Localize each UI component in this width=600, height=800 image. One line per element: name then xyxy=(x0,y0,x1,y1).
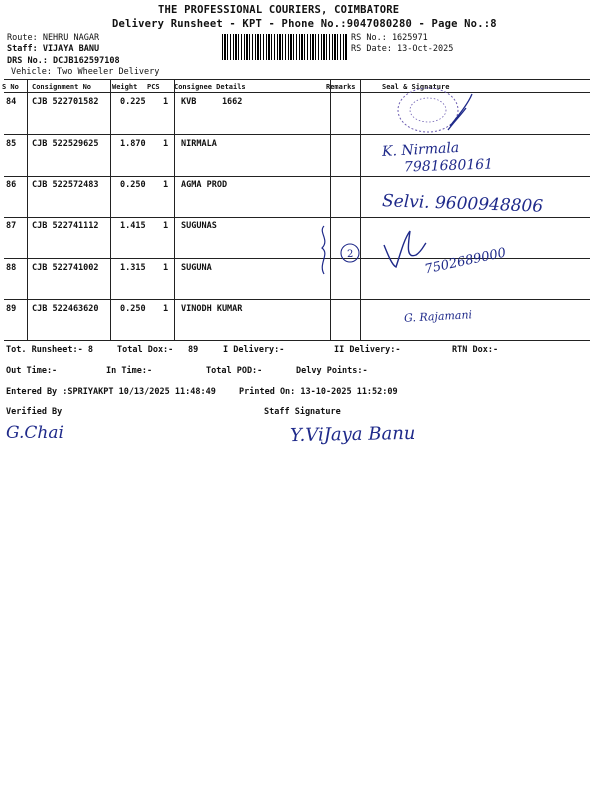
col-header-remarks: Remarks xyxy=(326,83,356,91)
col-header-consignee: Consignee Details xyxy=(174,83,246,91)
row-consignment: CJB 522741002 xyxy=(32,263,99,273)
staff-handwritten-signature: Y.ViJaya Banu xyxy=(289,422,416,447)
row-consignment: CJB 522463620 xyxy=(32,304,99,314)
vehicle-label: Vehicle: Two Wheeler Delivery xyxy=(11,67,160,77)
tot-runsheet: Tot. Runsheet:- 8 xyxy=(6,345,93,355)
col-header-weight: Weight xyxy=(112,83,138,91)
row-weight: 0.250 xyxy=(120,180,146,190)
row-weight: 0.225 xyxy=(120,97,146,107)
row-weight: 1.315 xyxy=(120,263,146,273)
row-sno: 86 xyxy=(6,180,17,190)
row-sno: 88 xyxy=(6,263,17,273)
handwritten-row86: Selvi. 9600948806 xyxy=(381,191,544,217)
row-weight: 0.250 xyxy=(120,304,146,314)
total-dox-label: Total Dox:- xyxy=(117,345,174,355)
handwritten-phone-row85: 7981680161 xyxy=(403,156,494,176)
barcode xyxy=(222,34,348,60)
out-time: Out Time:- xyxy=(6,366,58,376)
row-consignee: KVB 1662 xyxy=(181,97,243,107)
row-consignment: CJB 522701582 xyxy=(32,97,99,107)
staff-signature-label: Staff Signature xyxy=(264,407,341,417)
total-dox-value: 89 xyxy=(188,345,199,355)
row-consignee: SUGUNA xyxy=(181,263,212,273)
row-pcs: 1 xyxy=(163,263,169,273)
row-sno: 85 xyxy=(6,139,17,149)
col-divider xyxy=(174,79,175,340)
drs-label: DRS No.: DCJB162597108 xyxy=(7,56,120,66)
row-sno: 87 xyxy=(6,221,17,231)
row-border xyxy=(4,134,590,135)
handwritten-row89: G. Rajamani xyxy=(403,308,473,325)
ii-delivery: II Delivery:- xyxy=(334,345,401,355)
delivery-stamp xyxy=(388,86,478,142)
table-top-border xyxy=(4,79,590,80)
total-pod: Total POD:- xyxy=(206,366,263,376)
row-weight: 1.415 xyxy=(120,221,146,231)
company-title: THE PROFESSIONAL COURIERS, COIMBATORE xyxy=(158,4,400,16)
row-sno: 89 xyxy=(6,304,17,314)
handwritten-phone-row87-88: 7502689000 xyxy=(423,245,508,278)
staff-label: Staff: VIJAYA BANU xyxy=(7,44,100,54)
row-consignment: CJB 522572483 xyxy=(32,180,99,190)
row-consignment: CJB 522529625 xyxy=(32,139,99,149)
col-divider xyxy=(27,79,28,340)
col-header-sno: S No xyxy=(2,83,19,91)
printed-on: Printed On: 13-10-2025 11:52:09 xyxy=(239,387,398,397)
row-sno: 84 xyxy=(6,97,17,107)
col-header-seal-signature: Seal & Signature xyxy=(382,83,450,91)
verified-by-label: Verified By xyxy=(6,407,63,417)
row-pcs: 1 xyxy=(163,139,169,149)
delvy-points: Delvy Points:- xyxy=(296,366,368,376)
handwritten-signature-row87 xyxy=(380,225,430,275)
row-pcs: 1 xyxy=(163,180,169,190)
table-header-border xyxy=(4,92,590,93)
handwritten-name-row85: K. Nirmala xyxy=(381,139,460,161)
runsheet-subtitle: Delivery Runsheet - KPT - Phone No.:9047080280 - Page No.:8 xyxy=(112,18,497,30)
rs-no: RS No.: 1625971 xyxy=(351,33,428,43)
row-consignee: SUGUNAS xyxy=(181,221,217,231)
row-consignee: NIRMALA xyxy=(181,139,217,149)
verified-signature: G.Chai xyxy=(6,423,64,443)
row-pcs: 1 xyxy=(163,97,169,107)
row-border xyxy=(4,299,590,300)
handwritten-brace-mark xyxy=(316,222,372,278)
rs-date: RS Date: 13-Oct-2025 xyxy=(351,44,454,54)
i-delivery: I Delivery:- xyxy=(223,345,285,355)
col-header-pcs: PCS xyxy=(147,83,160,91)
svg-text:2: 2 xyxy=(347,249,354,260)
in-time: In Time:- xyxy=(106,366,153,376)
row-weight: 1.870 xyxy=(120,139,146,149)
row-border xyxy=(4,217,590,218)
col-divider xyxy=(360,79,361,340)
row-pcs: 1 xyxy=(163,304,169,314)
row-consignee: VINODH KUMAR xyxy=(181,304,243,314)
row-consignment: CJB 522741112 xyxy=(32,221,99,231)
row-consignee: AGMA PROD xyxy=(181,180,228,190)
col-divider xyxy=(110,79,111,340)
row-border xyxy=(4,176,590,177)
entered-by: Entered By :SPRIYAKPT 10/13/2025 11:48:49 xyxy=(6,387,216,397)
row-pcs: 1 xyxy=(163,221,169,231)
col-header-consignment: Consignment No xyxy=(32,83,92,91)
col-divider xyxy=(330,79,331,340)
table-bottom-border xyxy=(4,340,590,341)
rtn-dox: RTN Dox:- xyxy=(452,345,499,355)
route-label: Route: NEHRU NAGAR xyxy=(7,33,100,43)
